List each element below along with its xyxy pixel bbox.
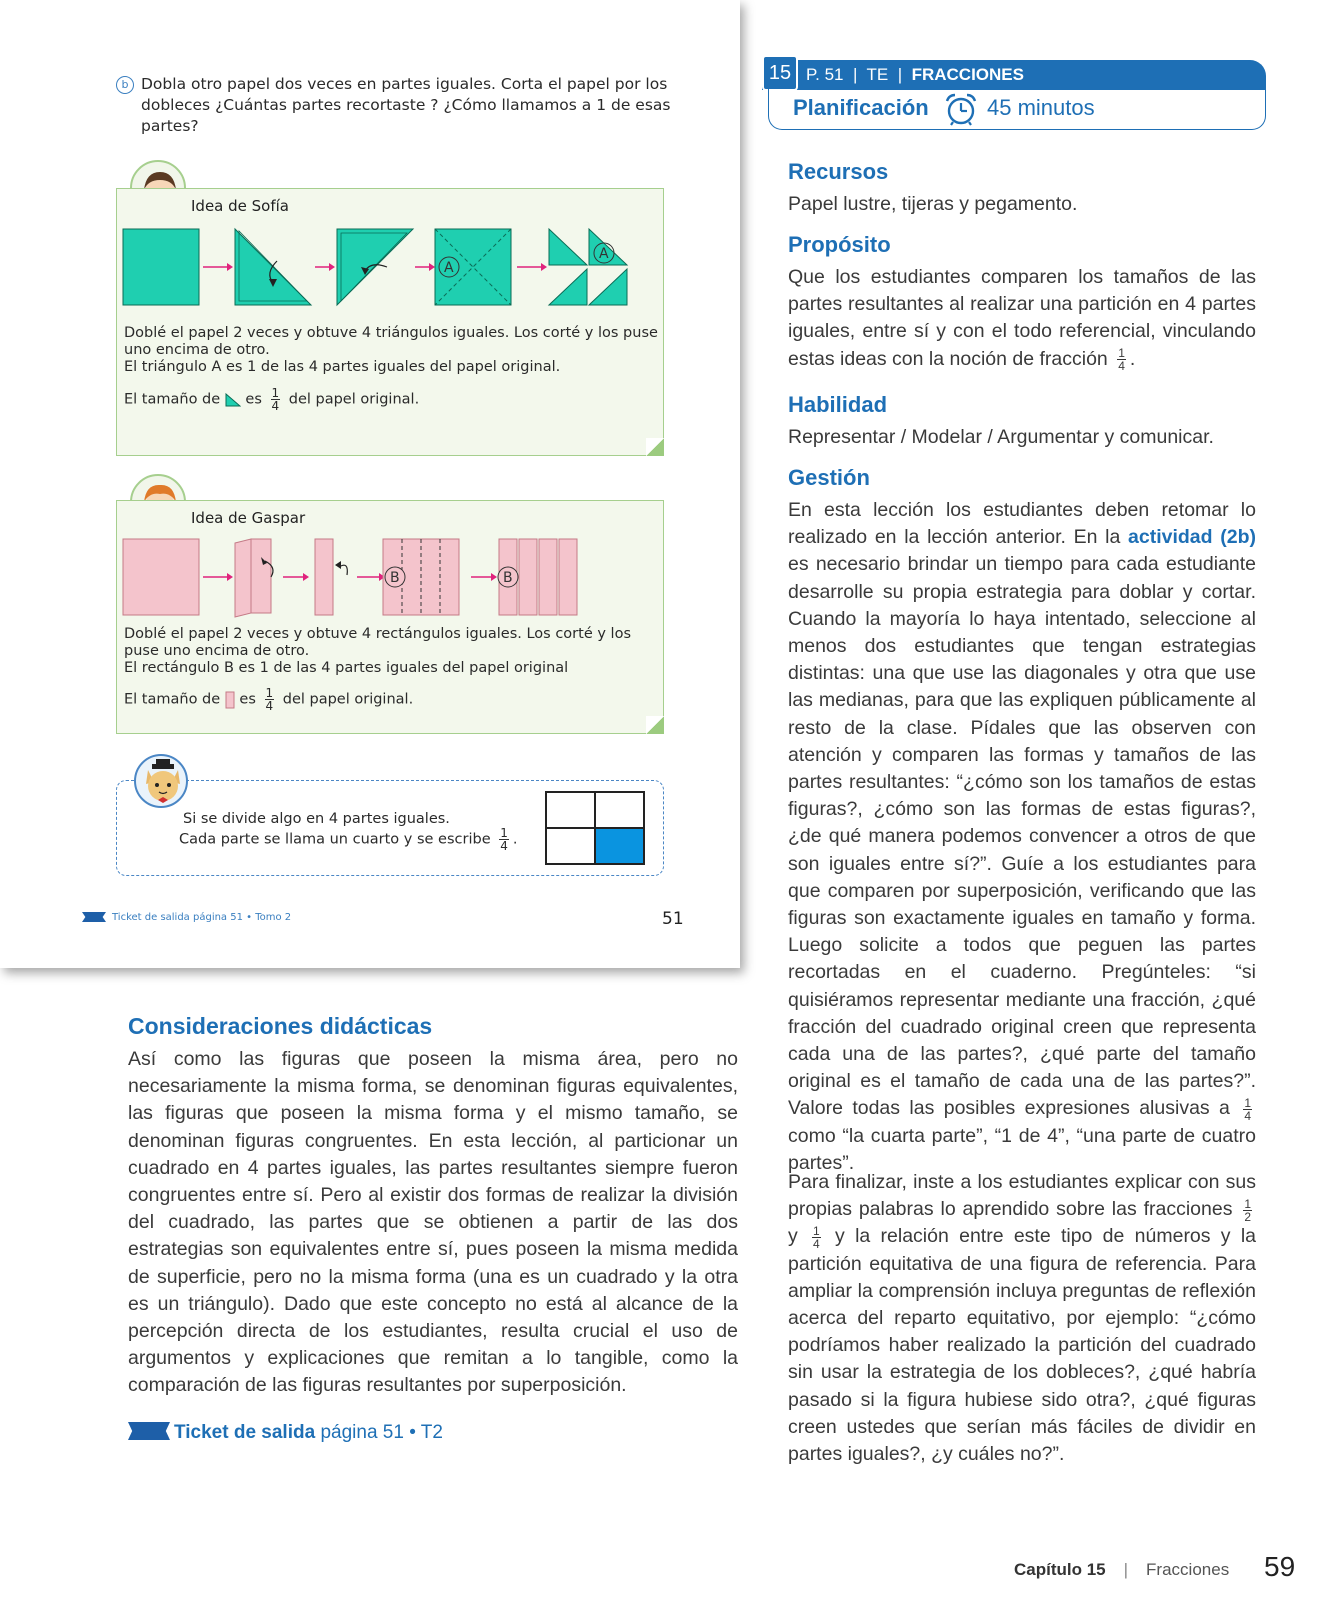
proposito-text: Que los estudiantes comparen los tamaños de las partes resultantes al realizar una partición en 4 partes iguales, entre sí y con el todo referencial, vinculando estas ideas con la noción de fracción $\frac{1}{4}$ . bbox=[788, 266, 1256, 373]
gestion-fraction-quarter: $\frac{1}{4}$ bbox=[1244, 1095, 1252, 1123]
gaspar-line3: El rectángulo B es 1 de las 4 partes iguales del papel original bbox=[124, 660, 569, 676]
gaspar-folding-diagram bbox=[117, 537, 665, 621]
label-b-2: B bbox=[503, 570, 513, 586]
triangle-icon bbox=[225, 393, 241, 407]
gaspar-size-es: es bbox=[239, 691, 256, 708]
lesson-header-tab bbox=[762, 60, 1266, 90]
sofia-line1: Doblé el papel 2 veces y obtuve 4 triángulos iguales. Los corté y los puse bbox=[124, 325, 658, 341]
alarm-clock-icon bbox=[943, 91, 979, 127]
footer-topic: Fracciones bbox=[1146, 1560, 1230, 1579]
recursos-text: Papel lustre, tijeras y pegamento. bbox=[788, 193, 1078, 215]
definition-note-box bbox=[116, 780, 664, 876]
gaspar-size-after: del papel original. bbox=[282, 691, 414, 708]
question-b bbox=[116, 74, 676, 137]
sofia-idea-box bbox=[116, 188, 664, 456]
gestion-paragraph-2: Para finalizar, inste a los estudiantes explicar con sus propias palabras lo aprendido sobre las fracciones $\frac{1}{2}$ y $\frac{1}{4}$ y la relación entre este tipo de números y la partición equitativa de una figura de referencia. Para ampliar la comprensión incluya preguntas de reflexión acerca del reparto equitativo, por ejemplo: “¿cómo podríamos haber realizado la partición del cuadrado sin usar la estrategia de los dobleces?, ¿qué habría pasado si la figura hubiese sido otra?, ¿qué figuras creen ustedes que serían más fáciles de dividir en partes iguales?, ¿y cuáles no?”. bbox=[788, 1171, 1257, 1466]
sofia-title: Idea de Sofía bbox=[191, 197, 289, 215]
note-line2: Cada parte se llama un cuarto y se escribe $\frac{1}{4}$ . bbox=[179, 826, 518, 853]
cat-mascot-avatar bbox=[134, 754, 188, 808]
proposito-fraction: $\frac{1}{4}$ bbox=[1118, 345, 1125, 373]
rectangle-icon bbox=[225, 691, 235, 709]
habilidad-title: Habilidad bbox=[788, 392, 888, 417]
lesson-breadcrumb: P. 51 | TE | FRACCIONES bbox=[806, 65, 1024, 84]
gaspar-size-line bbox=[124, 687, 413, 712]
gestion-title: Gestión bbox=[788, 465, 870, 490]
gaspar-fraction: $\frac{1}{4}$ bbox=[265, 686, 274, 713]
sofia-fraction: $\frac{1}{4}$ bbox=[271, 386, 280, 413]
sofia-line2: uno encima de otro. bbox=[124, 342, 270, 358]
gestion-paragraph-1: En esta lección los estudiantes deben retomar lo realizado en la lección anterior. En la actividad (2b) es necesario brindar un tiempo para cada estudiante desarrolle su propia estrategia para doblar y cortar. Cuando la mayoría lo haya intentado, seleccione al menos dos estudiantes que tengan estrategias distintas: una que use las diagonales y otra que use las medianas, para que las expliquen públicamente al resto de la clase. Pídales que las observen con atención y comparen las formas y tamaños de las partes resultantes: “¿cómo son los tamaños de estas figuras?, ¿cómo son las formas de estas figuras?, ¿de qué manera podemos convencer a otros de que son iguales entre sí?”. Guíe a los estudiantes para que comparen por superposición, verificando que las figuras son exactamente iguales en tamaño y forma. Luego solicite a todos que peguen las partes recortadas en el cuaderno. Pregúnteles: “si quisiéramos representar mediante una fracción, ¿qué fracción del cuadrado original creen que representa cada una de las partes?, ¿qué parte del tamaño original es el tamaño de cada una de las partes?”. Valore todas las posibles expresiones alusivas a $\frac{1}{4}$ como “la cuarta parte”, “1 de 4”, “una parte de cuatro partes”. bbox=[788, 499, 1256, 1174]
lesson-number-badge: 15 bbox=[762, 55, 798, 91]
actividad-highlight: actividad (2b) bbox=[1128, 526, 1256, 549]
gestion-fraction-half: $\frac{1}{2}$ bbox=[1244, 1196, 1252, 1224]
question-text: Dobla otro papel dos veces en partes iguales. Corta el papel por los dobleces ¿Cuántas partes recortaste ? ¿Cómo llamamos a 1 de esas partes? bbox=[141, 75, 671, 135]
page-fold-decoration bbox=[646, 716, 664, 734]
sofia-line3: El triángulo A es 1 de las 4 partes iguales del papel original. bbox=[124, 359, 561, 375]
quarter-grid bbox=[545, 791, 645, 865]
sofia-size-after: del papel original. bbox=[288, 391, 420, 408]
ticket-icon bbox=[128, 1422, 170, 1440]
planning-box bbox=[768, 88, 1266, 130]
gestion-fraction-quarter-2: $\frac{1}{4}$ bbox=[813, 1223, 820, 1251]
sofia-size-before: El tamaño de bbox=[124, 391, 221, 408]
student-page bbox=[0, 0, 740, 968]
note-line1: Si se divide algo en 4 partes iguales. bbox=[183, 811, 450, 827]
habilidad-text: Representar / Modelar / Argumentar y comunicar. bbox=[788, 426, 1214, 448]
sofia-folding-diagram bbox=[117, 227, 665, 317]
gaspar-title: Idea de Gaspar bbox=[191, 509, 306, 527]
gaspar-line1: Doblé el papel 2 veces y obtuve 4 rectángulos iguales. Los corté y los bbox=[124, 626, 631, 642]
label-a-1: A bbox=[444, 260, 454, 276]
page-number: 59 bbox=[1264, 1551, 1296, 1582]
student-page-number: 51 bbox=[662, 909, 684, 929]
consideraciones-title: Consideraciones didácticas bbox=[128, 1013, 433, 1039]
label-a-2: A bbox=[599, 246, 609, 262]
ticket-icon bbox=[82, 912, 106, 922]
proposito-title: Propósito bbox=[788, 232, 891, 257]
consideraciones-body: Así como las figuras que poseen la misma área, pero no necesariamente la misma forma, se denominan figuras equivalentes, las figuras que poseen la misma forma y el mismo tamaño, se denominan figuras congruentes. En esta lección, al particionar un cuadrado en 4 partes iguales, las partes resultantes siempre fueron congruentes entre sí. Pero al existir dos formas de realizar la división del cuadrado, las partes que se obtienen a partir de las dos estrategias son equivalentes entre sí, pues poseen la misma medida de superficie, pero no la misma forma (una es un cuadrado y la otra es un triángulo). Dado que este concepto no está al alcance de la percepción directa de los estudiantes, resulta crucial el uso de argumentos y explicaciones que remitan a lo tangible, como la comparación de las figuras resultantes por superposición. bbox=[128, 1048, 738, 1397]
ticket-de-salida: Ticket de salida página 51 • T2 bbox=[128, 1422, 443, 1444]
question-badge: b bbox=[116, 76, 134, 94]
gaspar-idea-box bbox=[116, 500, 664, 734]
footer-chapter: Capítulo 15 bbox=[1014, 1560, 1106, 1579]
student-ticket-footer: Ticket de salida página 51 • Tomo 2 bbox=[82, 912, 291, 923]
note-fraction: $\frac{1}{4}$ bbox=[500, 826, 508, 853]
recursos-title: Recursos bbox=[788, 159, 889, 184]
planning-title: Planificación bbox=[793, 95, 929, 120]
page-fold-decoration bbox=[646, 438, 664, 456]
sofia-size-line bbox=[124, 387, 419, 412]
planning-minutes: 45 minutos bbox=[987, 95, 1095, 120]
label-b-1: B bbox=[390, 570, 400, 586]
gaspar-size-before: El tamaño de bbox=[124, 691, 221, 708]
sofia-size-es: es bbox=[245, 391, 262, 408]
gaspar-line2: puse uno encima de otro. bbox=[124, 643, 310, 659]
chapter-footer: Capítulo 15 | Fracciones bbox=[1014, 1560, 1230, 1579]
